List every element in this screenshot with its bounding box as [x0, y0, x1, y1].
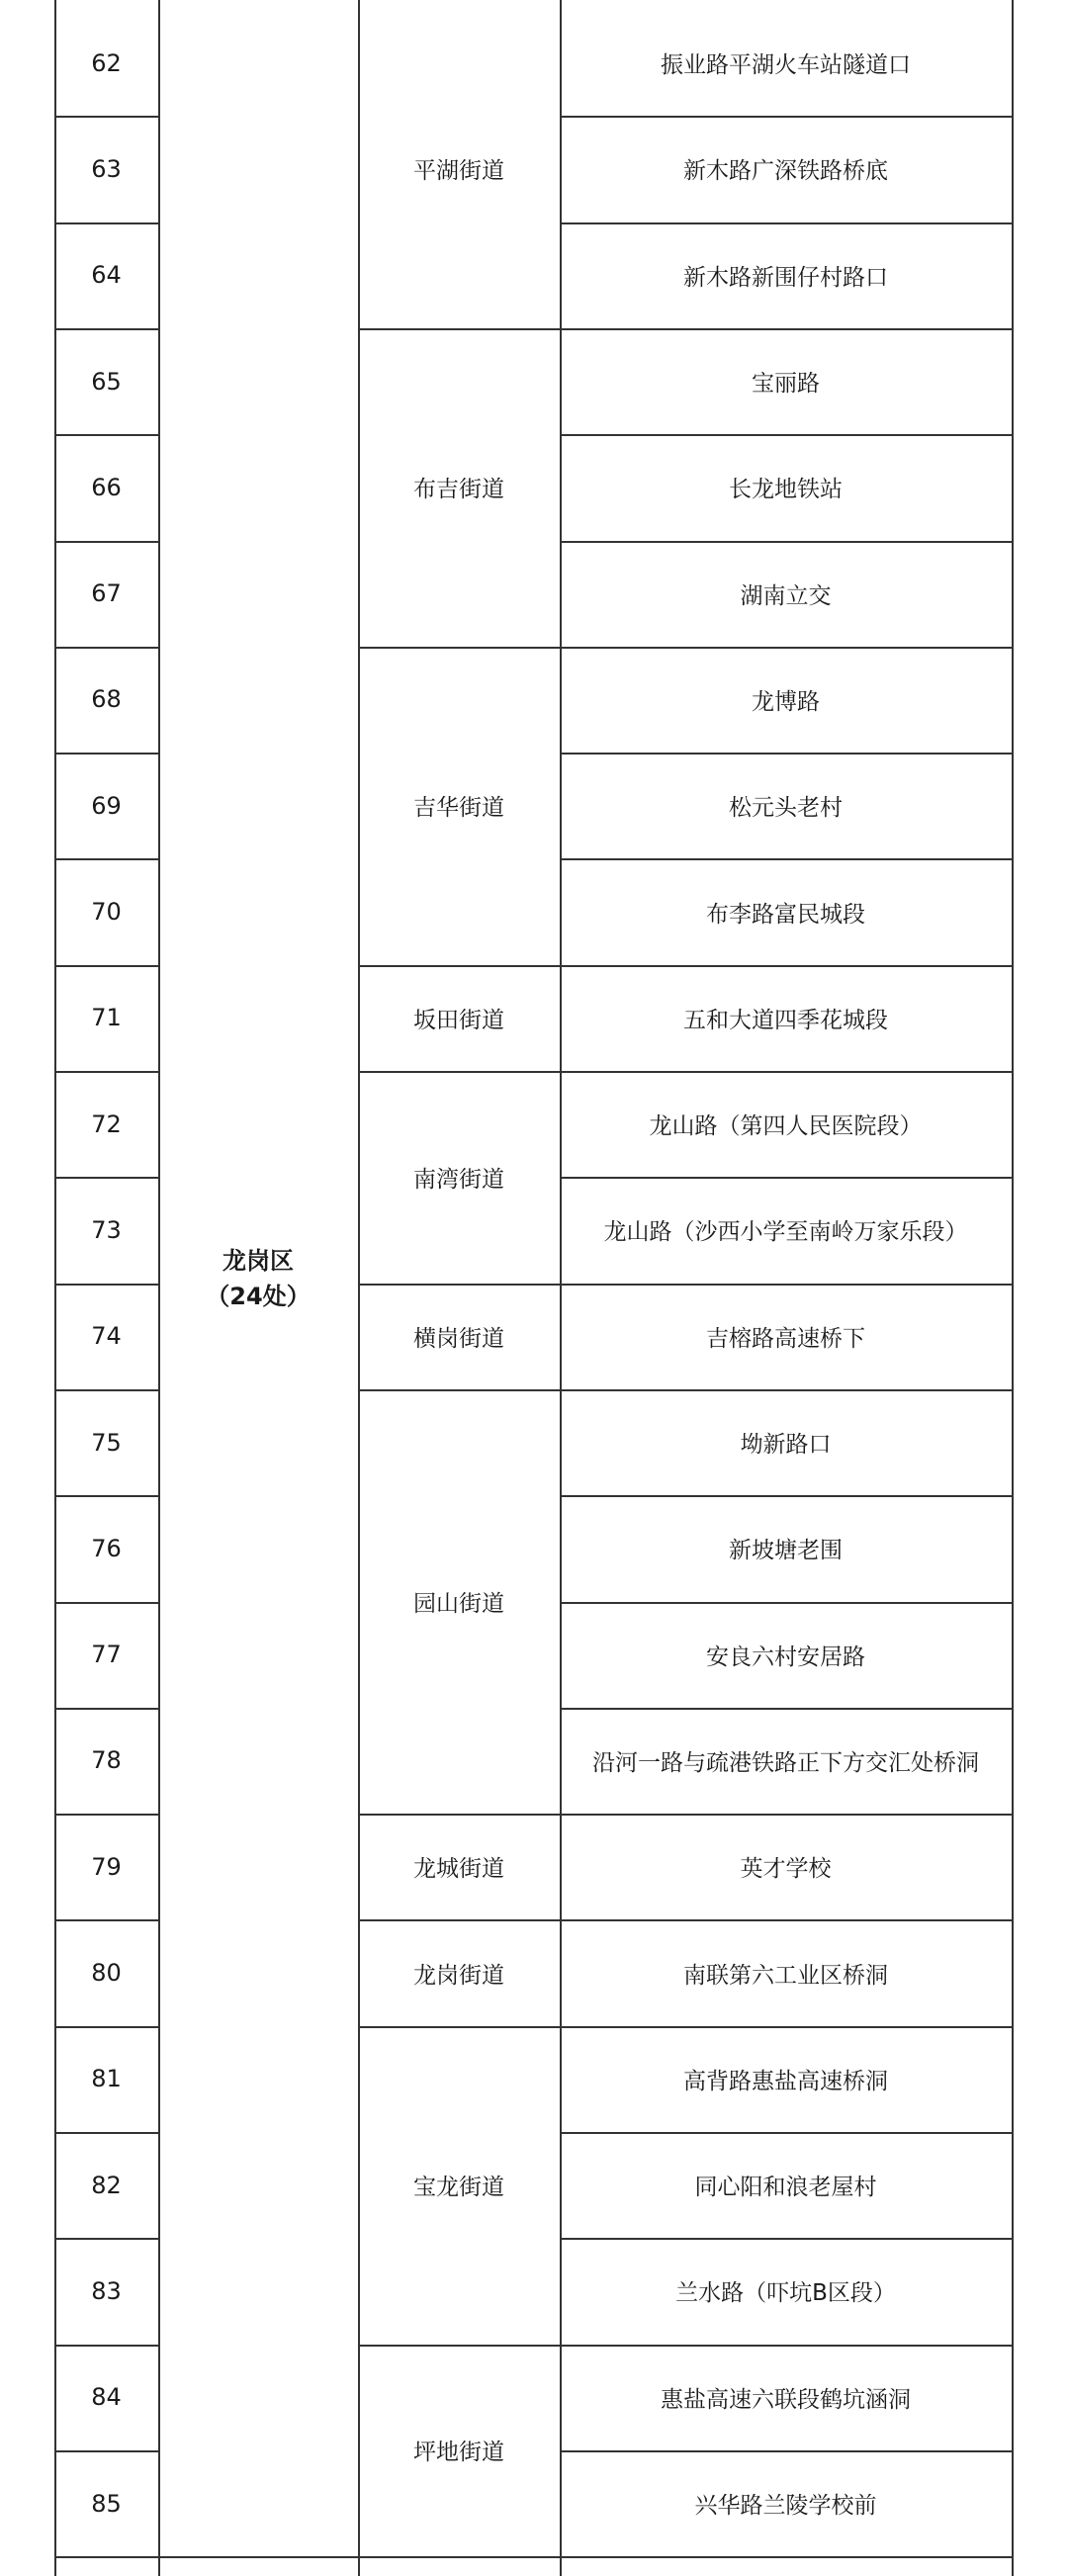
street-name: 龙城街道	[413, 1856, 504, 1883]
street-name: 吉华街道	[413, 795, 504, 822]
table-rule	[560, 2556, 1012, 2558]
row-location: 安良六村安居路	[706, 1643, 865, 1670]
row-location: 英才学校	[740, 1856, 832, 1883]
row-number: 62	[91, 48, 122, 77]
street-name: 横岗街道	[413, 1325, 504, 1352]
district-count: （24处）	[206, 1282, 311, 1310]
row-number: 65	[91, 367, 122, 396]
row-location: 新坡塘老围	[729, 1538, 843, 1564]
row-number: 77	[91, 1641, 122, 1669]
street-name: 平湖街道	[413, 158, 504, 185]
row-number: 69	[91, 791, 122, 820]
row-location: 南联第六工业区桥洞	[683, 1962, 888, 1989]
row-location: 兰水路（吓坑B区段）	[675, 2280, 896, 2307]
row-location: 高背路惠盐高速桥洞	[683, 2068, 888, 2094]
row-location: 湖南立交	[740, 582, 832, 609]
row-location: 坳新路口	[740, 1432, 832, 1459]
row-number: 83	[91, 2276, 122, 2305]
row-number: 81	[91, 2065, 122, 2093]
row-location: 吉榕路高速桥下	[706, 1325, 865, 1352]
row-number: 84	[91, 2383, 122, 2412]
row-location: 松元头老村	[729, 795, 843, 822]
row-number: 82	[91, 2171, 122, 2199]
row-number: 63	[91, 154, 122, 183]
row-number: 76	[91, 1534, 122, 1562]
row-location: 沿河一路与疏港铁路正下方交汇处桥洞	[592, 1749, 979, 1776]
row-number: 78	[91, 1746, 122, 1775]
row-location: 新木路广深铁路桥底	[683, 158, 888, 185]
row-number: 66	[91, 473, 122, 501]
row-number: 67	[91, 579, 122, 608]
row-location: 五和大道四季花城段	[683, 1007, 888, 1033]
row-location: 新木路新围仔村路口	[683, 264, 888, 291]
row-number: 73	[91, 1215, 122, 1244]
row-number: 72	[91, 1110, 122, 1138]
row-number: 70	[91, 898, 122, 927]
district-name: 龙岗区	[222, 1246, 294, 1275]
table-rule	[158, 2556, 358, 2558]
row-location: 龙山路（第四人民医院段）	[649, 1113, 923, 1140]
street-name: 南湾街道	[413, 1166, 504, 1193]
street-name: 宝龙街道	[413, 2175, 504, 2201]
row-number: 74	[91, 1322, 122, 1351]
row-location: 兴华路兰陵学校前	[694, 2493, 877, 2520]
row-number: 80	[91, 1959, 122, 1988]
row-location: 惠盐高速六联段鹤坑涵洞	[661, 2386, 911, 2413]
street-name: 布吉街道	[413, 477, 504, 503]
row-location: 龙博路	[752, 688, 820, 715]
street-name: 坪地街道	[413, 2440, 504, 2466]
row-location: 龙山路（沙西小学至南岭万家乐段）	[603, 1219, 968, 1246]
row-number: 85	[91, 2489, 122, 2518]
street-name: 坂田街道	[413, 1007, 504, 1033]
street-name: 园山街道	[413, 1590, 504, 1617]
table-rule	[1012, 0, 1014, 2576]
row-location: 振业路平湖火车站隧道口	[661, 52, 911, 79]
table-rule	[54, 2556, 158, 2558]
row-number: 68	[91, 685, 122, 714]
table-rule	[358, 2556, 560, 2558]
row-number: 64	[91, 261, 122, 290]
street-name: 龙岗街道	[413, 1962, 504, 1989]
district-cell	[158, 0, 358, 2556]
row-location: 长龙地铁站	[729, 477, 843, 503]
row-location: 布李路富民城段	[706, 901, 865, 928]
row-location: 同心阳和浪老屋村	[694, 2175, 877, 2201]
row-number: 75	[91, 1428, 122, 1457]
row-number: 79	[91, 1852, 122, 1881]
row-number: 71	[91, 1004, 122, 1032]
row-location: 宝丽路	[752, 371, 820, 398]
